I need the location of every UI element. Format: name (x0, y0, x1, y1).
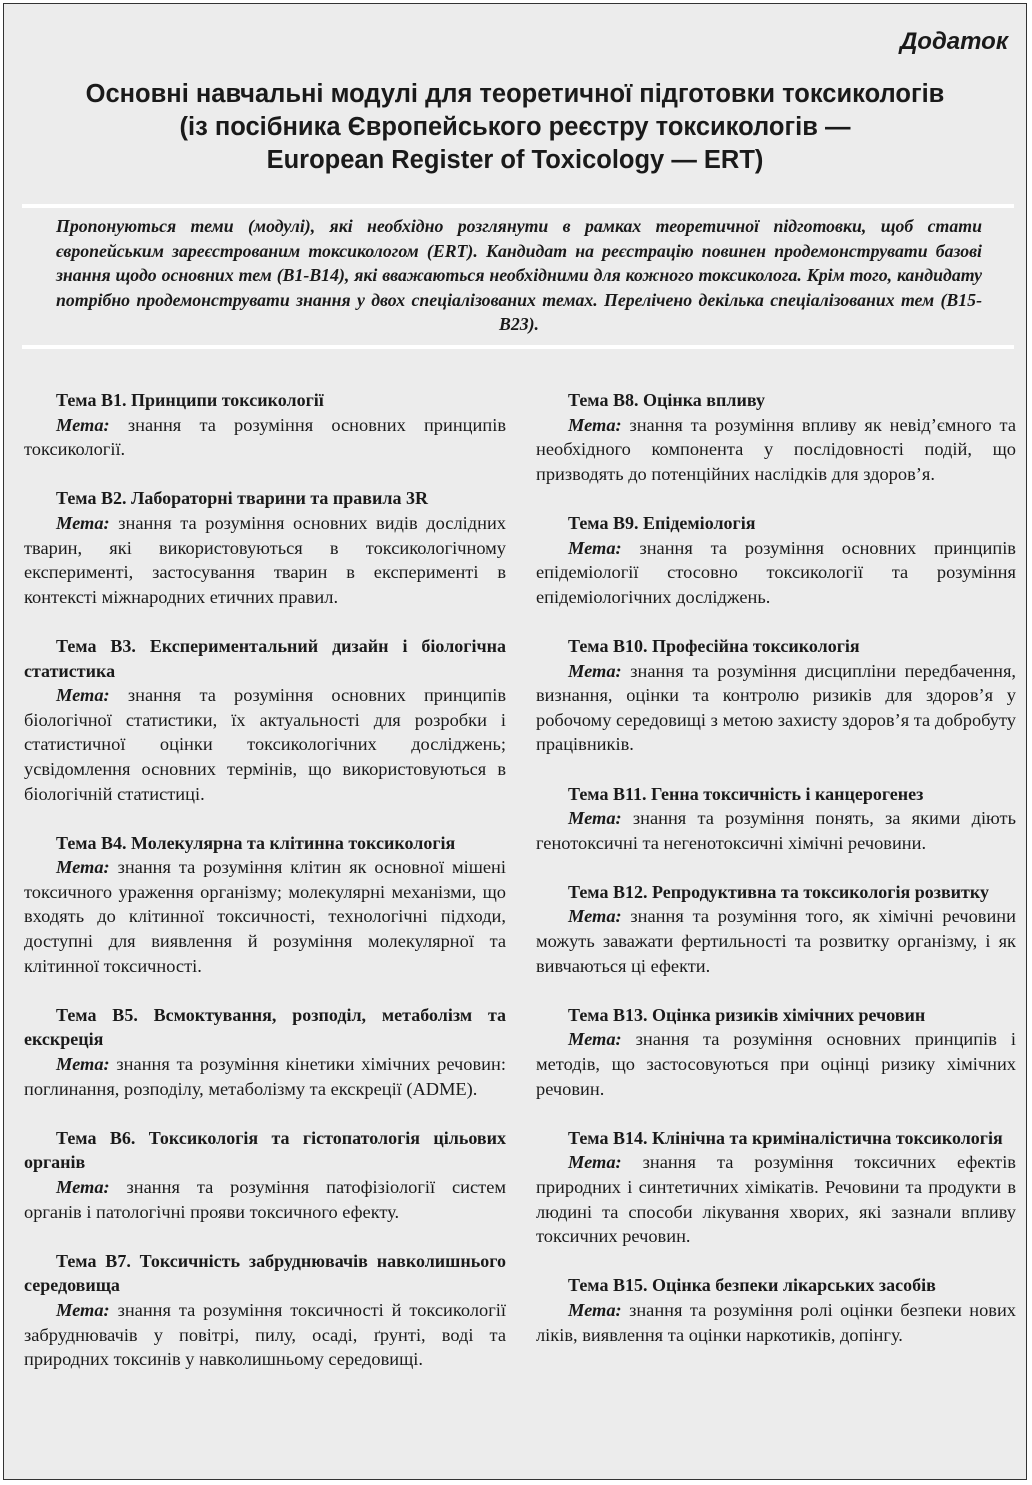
topic-heading: Тема В1. Принципи токсикології (56, 390, 324, 410)
goal-text: знання та розуміння токсичних ефектів природних і синтетичних хімікатів. Речовини та продукти в людині та способи лікування хворих, які зазнали впливу токсичних речовин. (536, 1152, 1016, 1247)
goal-text: знання та розуміння кінетики хімічних речовин: поглинання, розподілу, метаболізму та екскреції (ADME). (24, 1054, 506, 1099)
topic-block (536, 1003, 1016, 1101)
goal-label: Мета: (568, 1152, 622, 1173)
topic-block (24, 1003, 506, 1101)
page-title (44, 78, 986, 177)
goal-label: Мета: (56, 1299, 110, 1320)
topic-description (24, 855, 506, 978)
goal-label: Мета: (56, 512, 110, 533)
section-label: Додаток (899, 28, 1008, 55)
goal-text: знання та розуміння основних видів дослідних тварин, які використовуються в токсикологічному експерименті, застосування тварин в експерименті в контексті міжнародних етичних правил. (24, 512, 506, 607)
goal-label: Мета: (56, 685, 110, 706)
topic-block (24, 634, 506, 806)
topic-description (24, 1175, 506, 1224)
topic-heading: Тема В11. Генна токсичність і канцерогенез (568, 783, 924, 804)
topic-heading: Тема В7. Токсичність забруднювачів навколишнього середовища (24, 1250, 506, 1296)
topic-block (536, 1126, 1016, 1249)
topic-description (24, 1052, 506, 1101)
topic-block (536, 388, 1016, 486)
topic-description (536, 904, 1016, 978)
topic-heading: Тема В2. Лабораторні тварини та правила 3R (56, 488, 428, 509)
topic-description (536, 1298, 1016, 1347)
topic-block (536, 511, 1016, 609)
topic-block (536, 782, 1016, 856)
title-line: European Register of Toxicology — ERT) (266, 146, 764, 174)
goal-label: Мета: (568, 808, 622, 829)
topic-description (536, 536, 1016, 610)
topic-description (536, 413, 1016, 487)
topic-description (536, 659, 1016, 757)
topic-heading: Тема В12. Репродуктивна та токсикологія розвитку (568, 881, 989, 902)
topic-description (24, 511, 506, 609)
goal-label: Мета: (568, 537, 622, 558)
goal-text: знання та розуміння патофізіології систем органів і патологічні прояви токсичного ефекту. (24, 1177, 506, 1222)
topic-block (536, 1273, 1016, 1347)
topic-heading: Тема В15. Оцінка безпеки лікарських засобів (568, 1275, 936, 1296)
topic-heading: Тема В10. Професійна токсикологія (568, 635, 860, 656)
topic-block (536, 880, 1016, 978)
topic-heading: Тема В8. Оцінка впливу (568, 390, 765, 410)
goal-label: Мета: (568, 660, 622, 681)
goal-label: Мета: (568, 1299, 622, 1320)
goal-text: знання та розуміння основних принципів епідеміології стосовно токсикології та розуміння епідеміологічних досліджень. (536, 537, 1016, 607)
goal-label: Мета: (568, 414, 622, 435)
goal-label: Мета: (568, 1029, 622, 1050)
topic-description (536, 806, 1016, 855)
goal-text: знання та розуміння понять, за якими діють генотоксичні та негенотоксичні хімічні речовини. (536, 808, 1016, 853)
divider-bottom (22, 345, 1014, 349)
goal-text: знання та розуміння основних принципів біологічної статистики, їх актуальності для розробки і статистичної оцінки токсикологічних досліджень; усвідомлення основних термінів, що використовуються в біологічній статистиці. (24, 685, 506, 804)
topic-description (24, 1298, 506, 1372)
left-column (24, 388, 506, 1396)
goal-label: Мета: (56, 1054, 110, 1075)
topic-block (24, 486, 506, 609)
topic-heading: Тема В13. Оцінка ризиків хімічних речовин (568, 1004, 926, 1025)
topic-heading: Тема В4. Молекулярна та клітинна токсикологія (56, 832, 456, 853)
topic-heading: Тема В5. Всмоктування, розподіл, метаболізм та екскреція (24, 1004, 506, 1050)
topic-heading: Тема В6. Токсикологія та гістопатологія цільових органів (24, 1127, 506, 1173)
goal-text: знання та розуміння впливу як невід’ємного та необхідного компонента у послідовності подій, що призводять до потенційних наслідків для здоров’я. (536, 414, 1016, 484)
right-column (536, 388, 1016, 1372)
goal-text: знання та розуміння дисципліни передбачення, визнання, оцінки та контролю ризиків для здоров’я у робочому середовищі з метою захисту здоров’я та добробуту працівників. (536, 660, 1017, 755)
topic-block (24, 1249, 506, 1372)
goal-text: знання та розуміння клітин як основної мішені токсичного ураження організму; молекулярні механізми, що входять до клітинної токсичності, технологічні підходи, доступні для виявлення й розуміння молекулярної та клітинної токсичності. (24, 857, 507, 976)
goal-text: знання та розуміння основних принципів і методів, що застосовуються при оцінці ризику хімічних речовин. (536, 1029, 1016, 1099)
topic-description (24, 413, 506, 462)
topic-heading: Тема В3. Експериментальний дизайн і біологічна статистика (24, 635, 506, 681)
intro-paragraph: Пропонуються теми (модулі), які необхідно розглянути в рамках теоретичної підготовки, щоб стати європейським зареєстрованим токсикологом (ERT). Кандидат на реєстрацію повинен продемонструвати базові знання щодо основних тем (B1-B14), які вважаються необхідними для кожного токсиколога. Крім того, кандидату потрібно продемонструвати знання у двох спеціалізованих темах. Перелічено декілька спеціалізованих тем (B15-B23). (56, 216, 982, 334)
topic-description (536, 1027, 1016, 1101)
goal-text: знання та розуміння основних принципів токсикології. (24, 414, 506, 460)
topic-description (536, 1150, 1016, 1248)
topic-block (24, 831, 506, 979)
topic-block (24, 388, 506, 462)
topic-heading: Тема В9. Епідеміологія (568, 512, 756, 533)
title-line: Основні навчальні модулі для теоретичної підготовки токсикологів (85, 80, 945, 108)
goal-label: Мета: (56, 414, 110, 435)
divider-top (22, 204, 1014, 208)
goal-label: Мета: (56, 1177, 110, 1197)
topic-block (536, 634, 1016, 757)
topic-block (24, 1126, 506, 1224)
goal-label: Мета: (56, 857, 110, 878)
goal-text: знання та розуміння того, як хімічні речовини можуть заважати фертильності та розвитку організму, і як вивчаються ці ефекти. (536, 906, 1016, 976)
topic-description (24, 683, 506, 806)
goal-label: Мета: (568, 906, 622, 927)
topic-heading: Тема В14. Клінічна та криміналістична токсикологія (568, 1127, 1003, 1148)
title-line: (із посібника Європейського реєстру токсикологів — (179, 113, 851, 141)
goal-text: знання та розуміння токсичності й токсикології забруднювачів у повітрі, пилу, осаді, ґрунті, воді та природних токсинів у навколишньому середовищі. (24, 1299, 506, 1370)
page-frame (3, 3, 1027, 1480)
goal-text: знання та розуміння ролі оцінки безпеки нових ліків, виявлення та оцінки наркотиків, допінгу. (536, 1299, 1016, 1345)
